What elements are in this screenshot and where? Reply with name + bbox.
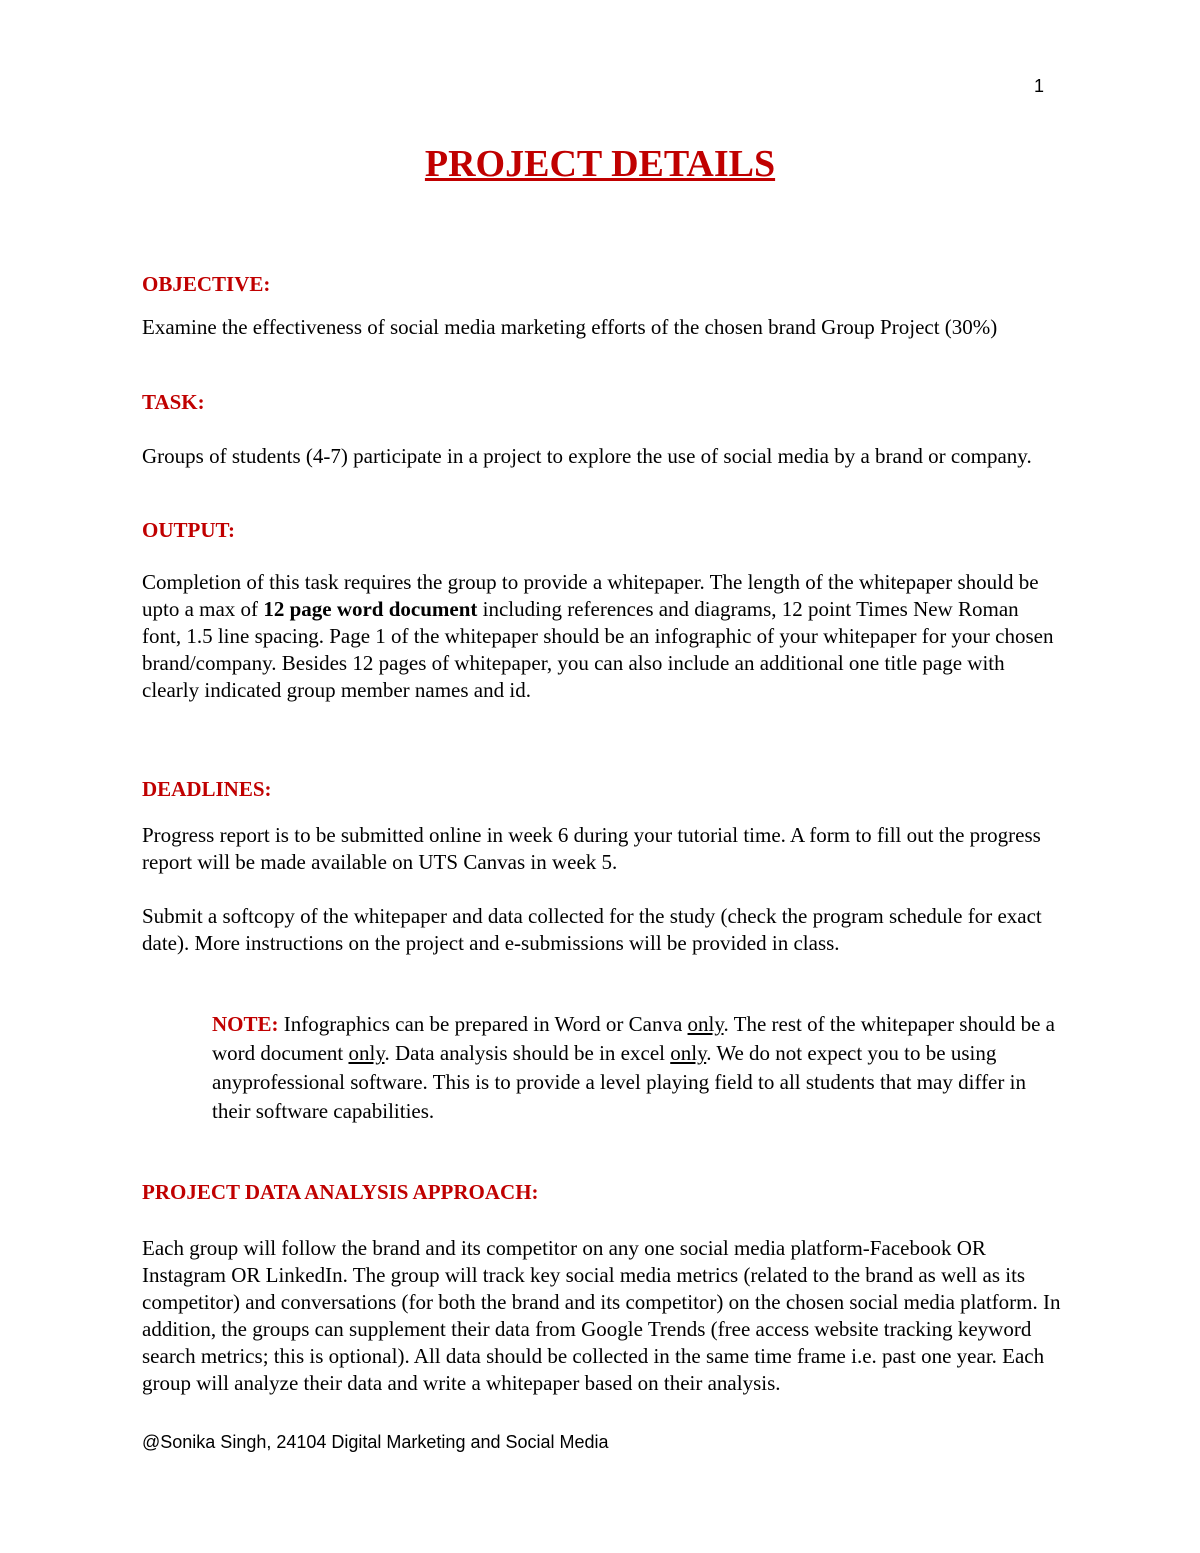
task-text: Groups of students (4-7) participate in a project to explore the use of social media by a brand or company. xyxy=(142,444,1032,468)
page-number: 1 xyxy=(1034,76,1045,96)
deadlines-paragraph-1: Progress report is to be submitted online in week 6 during your tutorial time. A form to fill out the progress report will be made available on UTS Canvas in week 5. xyxy=(142,823,1041,874)
note-underline-3: only xyxy=(670,1041,707,1065)
output-text-start: Completion of this task requires the group to provide a whitepaper. The length of the whitepaper should be upto a max of xyxy=(142,570,1039,621)
deadlines-paragraph-2: Submit a softcopy of the whitepaper and data collected for the study (check the program schedule for exact date). More instructions on the project and e-submissions will be provided in class. xyxy=(142,904,1042,955)
note-text-3: . Data analysis should be in excel xyxy=(384,1041,671,1065)
output-text-bold: 12 page word document xyxy=(263,597,478,621)
objective-heading: OBJECTIVE: xyxy=(142,272,271,296)
note-underline-2: only xyxy=(348,1041,385,1065)
approach-heading: PROJECT DATA ANALYSIS APPROACH: xyxy=(142,1180,539,1204)
note-text-2: . The rest of the whitepaper should be a word document xyxy=(212,1012,1055,1065)
approach-text: Each group will follow the brand and its competitor on any one social media platform-Facebook OR Instagram OR LinkedIn. The group will track key social media metrics (related to the brand as well as its competitor) and conversations (for both the brand and its competitor) on the chosen social media platform. In addition, the groups can supplement their data from Google Trends (free access website tracking keyword search metrics; this is optional). All data should be collected in the same time frame i.e. past one year. Each group will analyze their data and write a whitepaper based on their analysis. xyxy=(142,1236,1061,1395)
note-text-1: Infographics can be prepared in Word or Canva xyxy=(278,1012,688,1036)
output-heading: OUTPUT: xyxy=(142,518,235,542)
objective-text: Examine the effectiveness of social media marketing efforts of the chosen brand Group Project (30%) xyxy=(142,315,998,339)
task-heading: TASK: xyxy=(142,390,205,414)
output-text-end: including references and diagrams, 12 point Times New Roman font, 1.5 line spacing. Page 1 of the whitepaper should be an infographic of your whitepaper for your chosen brand/company. Besides 12 pages of whitepaper, you can also include an additional one title page with clearly indicated group member names and id. xyxy=(142,597,1054,702)
note-text-4: . We do not expect you to be using anyprofessional software. This is to provide a level playing field to all students that may differ in their software capabilities. xyxy=(212,1041,1026,1123)
page-footer: @Sonika Singh, 24104 Digital Marketing and Social Media xyxy=(142,1432,609,1452)
note-underline-1: only xyxy=(687,1012,724,1036)
output-text xyxy=(142,569,1062,704)
page-title: PROJECT DETAILS xyxy=(424,143,776,185)
note-label: NOTE: xyxy=(212,1012,279,1036)
note-block xyxy=(212,1010,1062,1126)
deadlines-heading: DEADLINES: xyxy=(142,777,272,801)
